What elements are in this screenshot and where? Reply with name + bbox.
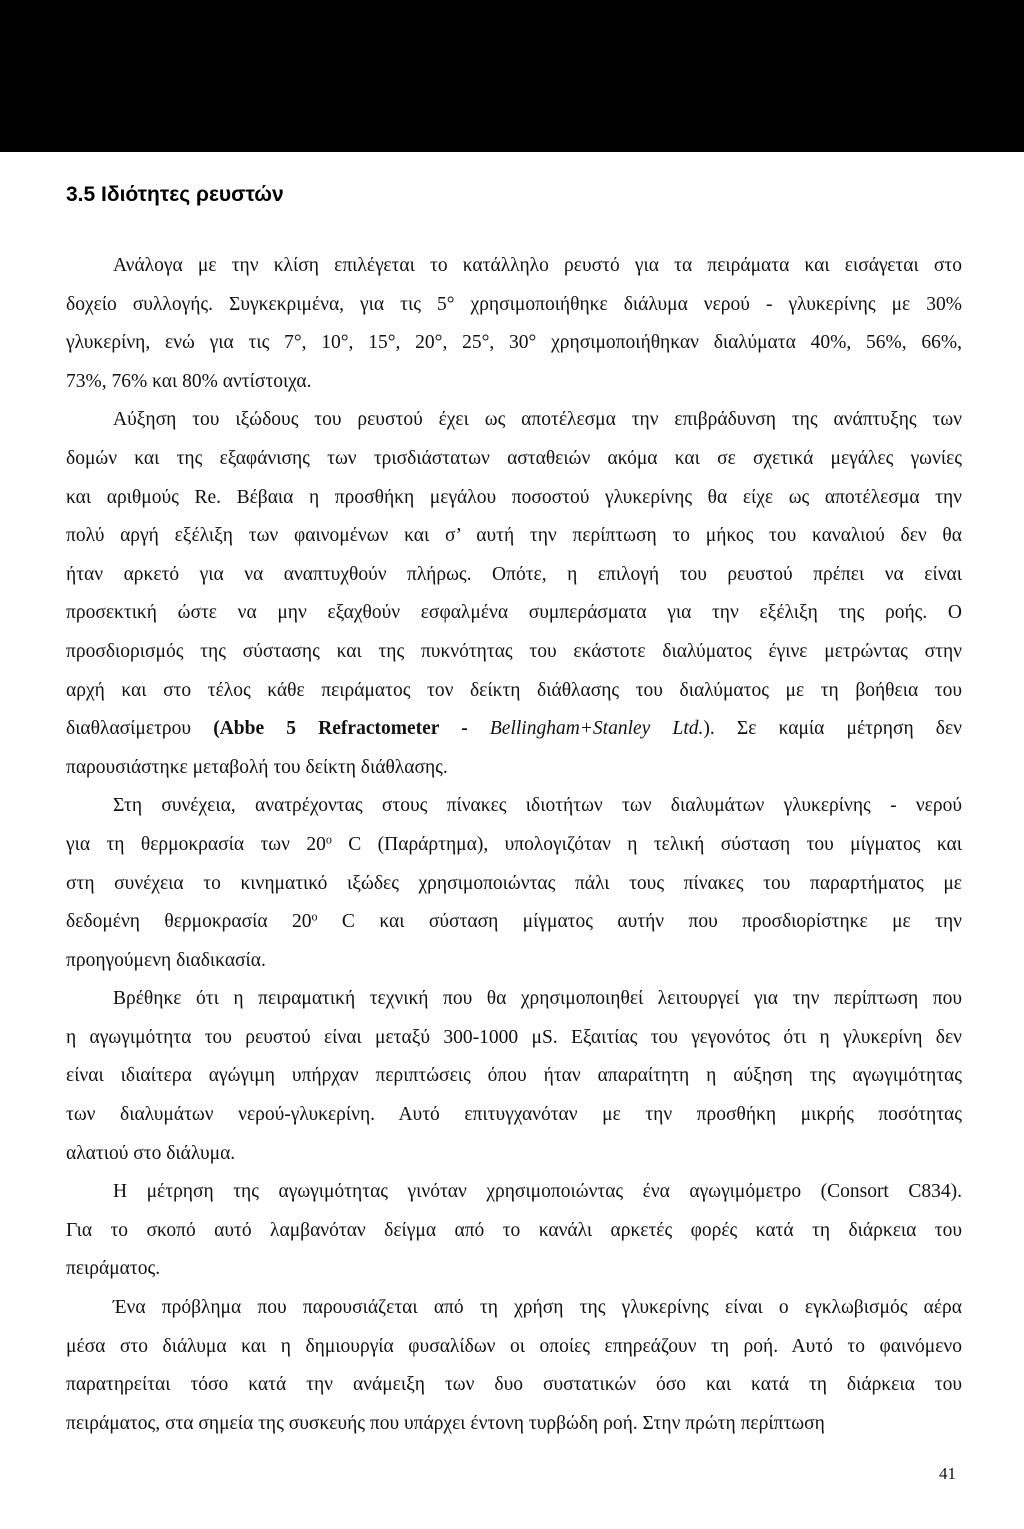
text-line: ήταν αρκετό για να αναπτυχθούν πλήρως. Οπότε, η επιλογή του ρευστού πρέπει να είναι [66,563,962,585]
text-segment: ). Σε καμία μέτρηση δεν [703,718,962,740]
text-line: Ένα πρόβλημα που παρουσιάζεται από τη χρήση της γλυκερίνης είναι ο εγκλωβισμός αέρα [113,1297,962,1319]
text-line [66,710,962,749]
text-line: είναι ιδιαίτερα αγώγιμη υπήρχαν περιπτώσεις όπου ήταν απαραίτητη η αύξηση της αγωγιμότητας [66,1065,962,1087]
page-number: 41 [939,1464,956,1483]
superscript-text: ο [325,832,332,847]
top-black-band [0,0,1024,152]
text-line: και αριθμούς Re. Βέβαια η προσθήκη μεγάλου ποσοστού γλυκερίνης θα είχε ως αποτέλεσμα την [66,486,962,508]
italic-text: Bellingham+Stanley Ltd. [489,718,704,740]
paragraph [66,980,962,1173]
bold-text: (Abbe 5 Refractometer - [213,718,490,740]
text-line: προσεκτική ώστε να μην εξαχθούν εσφαλμένα συμπεράσματα για την εξέλιξη της ροής. Ο [66,602,962,624]
text-line: δομών και της εξαφάνισης των τρισδιάστατων ασταθειών ακόμα και σε σχετικά μεγάλες γωνίες [66,447,962,469]
text-line: μέσα στο διάλυμα και η δημιουργία φυσαλίδων οι οποίες επηρεάζουν τη ροή. Αυτό το φαινόμενο [66,1335,962,1357]
text-segment: C (Παράρτημα), υπολογιζόταν η τελική σύσταση του μίγματος και [331,833,962,855]
text-line: Βρέθηκε ότι η πειραματική τεχνική που θα χρησιμοποιηθεί λειτουργεί για την περίπτωση που [113,988,962,1010]
text-line: Ανάλογα με την κλίση επιλέγεται το κατάλληλο ρευστό για τα πειράματα και εισάγεται στο [113,255,962,276]
paragraph [66,1289,962,1443]
body-text [66,247,962,1443]
text-line [66,826,962,865]
section-heading: 3.5 Ιδιότητες ρευστών [66,183,284,206]
text-line: στη συνέχεια το κινηματικό ιξώδες χρησιμοποιώντας πάλι τους πίνακες του παραρτήματος με [66,872,962,894]
text-segment: για τη θερμοκρασία των 20 [66,833,326,855]
text-line: αρχή και στο τέλος κάθε πειράματος τον δείκτη διάθλασης του διαλύματος με τη βοήθεια του [66,679,962,701]
text-line: Για το σκοπό αυτό λαμβανόταν δείγμα από το κανάλι αρκετές φορές κατά τη διάρκεια του [66,1219,962,1241]
paragraph [66,1173,962,1289]
text-line: γλυκερίνη, ενώ για τις 7°, 10°, 15°, 20°, 25°, 30° χρησιμοποιήθηκαν διαλύματα 40%, 56%, 66%, [66,332,962,354]
text-line: παρουσιάστηκε μεταβολή του δείκτη διάθλασης. [66,756,448,778]
text-line: Αύξηση του ιξώδους του ρευστού έχει ως αποτέλεσμα την επιβράδυνση της ανάπτυξης των [113,409,962,431]
text-line: πειράματος, στα σημεία της συσκευής που υπάρχει έντονη τυρβώδη ροή. Στην πρώτη περίπτωση [66,1412,825,1434]
text-line: η αγωγιμότητα του ρευστού είναι μεταξύ 300-1000 μS. Εξαιτίας του γεγονότος ότι η γλυκερίνη δεν [66,1026,962,1048]
text-segment: διαθλασίμετρου [66,718,214,740]
paragraph [66,401,962,787]
text-line: παρατηρείται τόσο κατά την ανάμειξη των δυο συστατικών όσο και κατά τη διάρκεια του [66,1374,962,1396]
text-segment: δεδομένη θερμοκρασία 20 [66,911,312,933]
text-line: των διαλυμάτων νερού-γλυκερίνη. Αυτό επιτυγχανόταν με την προσθήκη μικρής ποσότητας [66,1104,962,1126]
text-line [66,903,962,942]
paragraph [66,247,962,401]
text-line: Στη συνέχεια, ανατρέχοντας στους πίνακες ιδιοτήτων των διαλυμάτων γλυκερίνης - νερού [113,795,962,817]
text-segment: C και σύσταση μίγματος αυτήν που προσδιορίστηκε με την [317,911,962,933]
text-line: πολύ αργή εξέλιξη των φαινομένων και σ’ αυτή την περίπτωση το μήκος του καναλιού δεν θα [66,525,962,547]
text-line: πειράματος. [66,1258,161,1280]
superscript-text: ο [311,909,318,924]
text-line: 73%, 76% και 80% αντίστοιχα. [66,370,312,392]
text-line: δοχείο συλλογής. Συγκεκριμένα, για τις 5° χρησιμοποιήθηκε διάλυμα νερού - γλυκερίνης με 30% [66,293,962,315]
text-line: Η μέτρηση της αγωγιμότητας γινόταν χρησιμοποιώντας ένα αγωγιμόμετρο (Consort C834). [113,1181,962,1203]
text-line: προηγούμενη διαδικασία. [66,949,266,971]
paragraph [66,787,962,980]
text-line: προσδιορισμός της σύστασης και της πυκνότητας του εκάστοτε διαλύματος έγινε μετρώντας στην [66,640,962,662]
text-line: αλατιού στο διάλυμα. [66,1142,236,1164]
